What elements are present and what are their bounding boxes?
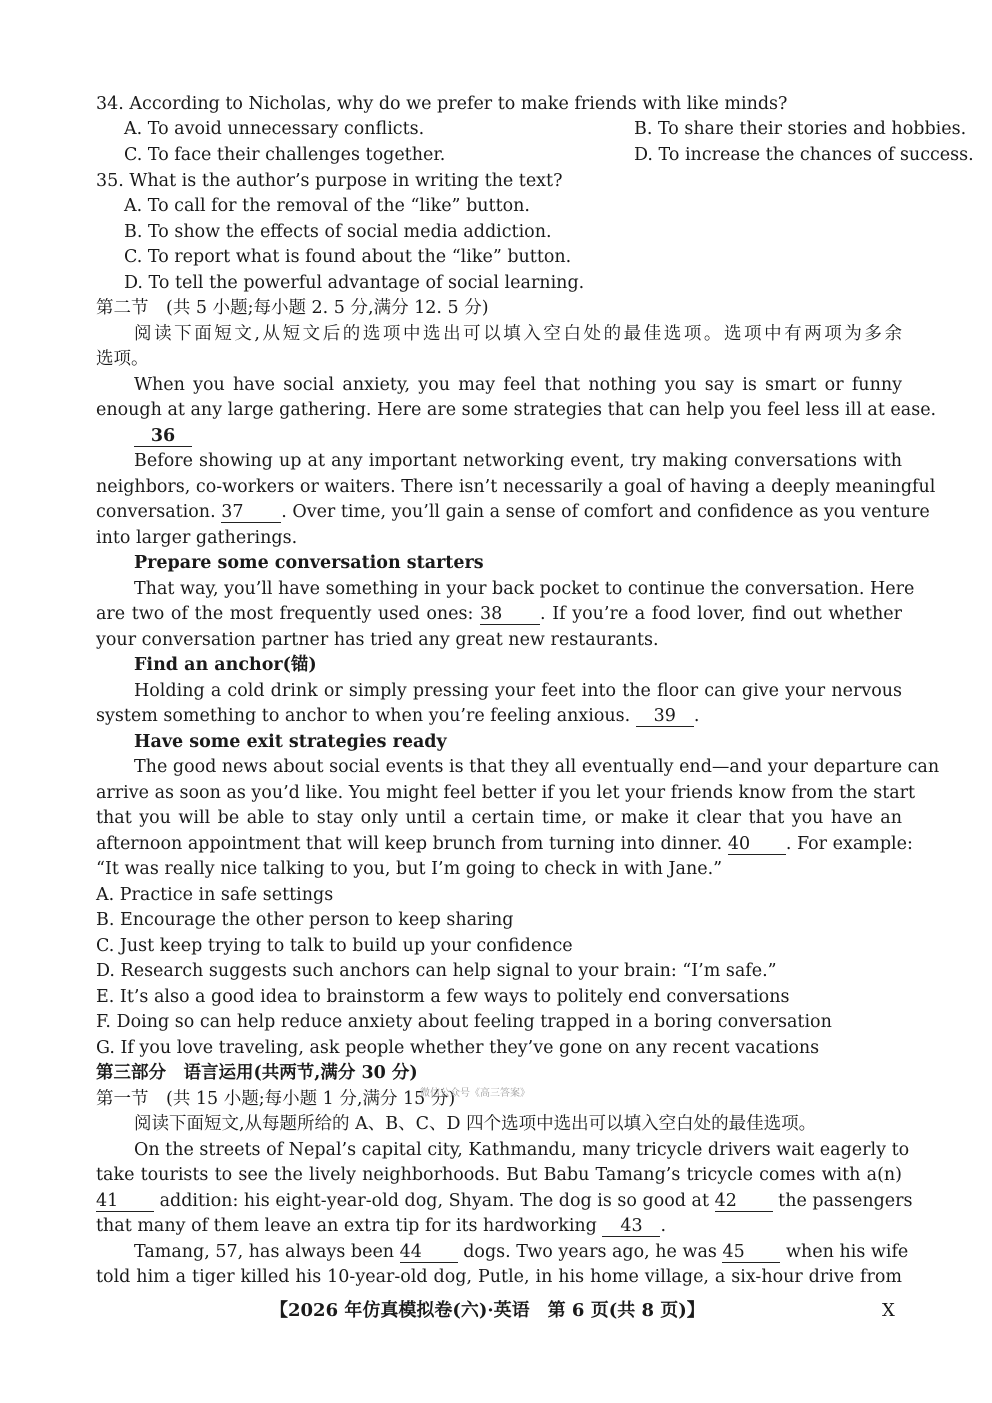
paper-code: X <box>882 1300 895 1321</box>
section2-instruction-line1: 阅读下面短文,从短文后的选项中选出可以填入空白处的最佳选项。选项中有两项为多余 <box>134 324 902 344</box>
para4-line3: that you will be able to stay only until a certain time, or make it clear that you have an <box>96 808 902 828</box>
para4-line1: The good news about social events is that they all eventually end—and your departure can <box>134 757 940 777</box>
q34-option-a: A. To avoid unnecessary conflicts. <box>124 119 425 139</box>
option-a: A. Practice in safe settings <box>96 885 334 905</box>
para3-line2 <box>96 704 902 729</box>
para1-line3-start: conversation. <box>96 502 216 522</box>
part3-section-heading: 第一节 (共 15 小题;每小题 1 分,满分 15 分) <box>96 1089 456 1109</box>
blank-44[interactable]: 44 <box>400 1242 458 1263</box>
watermark: 微信公众号《高三答案》 <box>420 1088 530 1099</box>
cloze-line4-end: . <box>660 1216 667 1236</box>
blank-38[interactable]: 38 <box>480 604 540 625</box>
q35-stem: 35. What is the author’s purpose in writing the text? <box>96 171 563 191</box>
part3-instruction: 阅读下面短文,从每题所给的 A、B、C、D 四个选项中选出可以填入空白处的最佳选项。 <box>134 1114 817 1134</box>
q35-option-a: A. To call for the removal of the “like” button. <box>124 196 530 216</box>
cloze-line6: told him a tiger killed his 10-year-old dog, Putle, in his home village, a six-hour drive from <box>96 1267 902 1287</box>
passage-intro-line1: When you have social anxiety, you may feel that nothing you say is smart or funny <box>134 375 902 395</box>
blank-45[interactable]: 45 <box>722 1242 780 1263</box>
blank-40[interactable]: 40 <box>728 834 786 855</box>
cloze-line2: take tourists to see the lively neighborhoods. But Babu Tamang’s tricycle comes with a(n) <box>96 1165 902 1185</box>
cloze-line5-start: Tamang, 57, has always been <box>134 1242 395 1262</box>
q34-stem: 34. According to Nicholas, why do we prefer to make friends with like minds? <box>96 94 788 114</box>
q35-option-b: B. To show the effects of social media addiction. <box>124 222 552 242</box>
para1-line3-end: . Over time, you’ll gain a sense of comfort and confidence as you venture <box>281 502 930 522</box>
para1-line2: neighbors, co-workers or waiters. There isn’t necessarily a goal of having a deeply meaningful <box>96 477 936 497</box>
para1-line3 <box>96 500 930 525</box>
cloze-line5-end: when his wife <box>786 1242 909 1262</box>
section2-instruction-line2: 选项。 <box>96 349 149 369</box>
para2-line2-start: are two of the most frequently used ones: <box>96 604 474 624</box>
cloze-line1: On the streets of Nepal’s capital city, Kathmandu, many tricycle drivers wait eagerly to <box>134 1140 910 1160</box>
para2-line1: That way, you’ll have something in your back pocket to continue the conversation. Here <box>134 579 915 599</box>
blank-42[interactable]: 42 <box>715 1191 773 1212</box>
blank-36-line <box>134 424 940 449</box>
cloze-line5-middle: dogs. Two years ago, he was <box>463 1242 717 1262</box>
cloze-line3-middle: addition: his eight-year-old dog, Shyam. The dog is so good at <box>159 1191 709 1211</box>
para1-line1: Before showing up at any important networking event, try making conversations with <box>134 451 902 471</box>
passage-intro-line2: enough at any large gathering. Here are some strategies that can help you feel less ill at ease. <box>96 400 937 420</box>
cloze-line4 <box>96 1214 902 1239</box>
para2-line2 <box>96 602 902 627</box>
blank-41[interactable]: 41 <box>96 1191 154 1212</box>
para4-line4 <box>96 832 913 857</box>
para3-line2-start: system something to anchor to when you’re feeling anxious. <box>96 706 631 726</box>
blank-36[interactable]: 36 <box>134 426 192 447</box>
para4-line5: “It was really nice talking to you, but I’m going to check in with Jane.” <box>96 859 723 879</box>
q34-option-d: D. To increase the chances of success. <box>634 145 974 165</box>
option-e: E. It’s also a good idea to brainstorm a few ways to politely end conversations <box>96 987 790 1007</box>
para2-line3: your conversation partner has tried any great new restaurants. <box>96 630 659 650</box>
subheading-conversation-starters: Prepare some conversation starters <box>134 553 484 573</box>
para4-line4-start: afternoon appointment that will keep brunch from turning into dinner. <box>96 834 723 854</box>
cloze-line3-end: the passengers <box>778 1191 913 1211</box>
blank-43[interactable]: 43 <box>602 1216 660 1237</box>
para4-line4-end: . For example: <box>785 834 913 854</box>
q35-option-d: D. To tell the powerful advantage of social learning. <box>124 273 585 293</box>
blank-37[interactable]: 37 <box>221 502 281 523</box>
q34-options-row1 <box>124 117 967 142</box>
cloze-line4-start: that many of them leave an extra tip for its hardworking <box>96 1216 597 1236</box>
subheading-exit-strategies: Have some exit strategies ready <box>134 732 447 752</box>
cloze-line5 <box>134 1240 909 1265</box>
q34-option-c: C. To face their challenges together. <box>124 145 446 165</box>
cloze-line3 <box>96 1189 913 1214</box>
option-d: D. Research suggests such anchors can help signal to your brain: “I’m safe.” <box>96 961 777 981</box>
blank-39[interactable]: 39 <box>636 706 694 727</box>
part3-heading: 第三部分 语言运用(共两节,满分 30 分) <box>96 1063 418 1083</box>
para2-line2-end: . If you’re a food lover, find out whether <box>540 604 902 624</box>
page-footer: 【2026 年仿真模拟卷(六)·英语 第 6 页(共 8 页)】 <box>270 1300 705 1321</box>
option-b: B. Encourage the other person to keep sharing <box>96 910 514 930</box>
option-c: C. Just keep trying to talk to build up your confidence <box>96 936 573 956</box>
option-f: F. Doing so can help reduce anxiety about feeling trapped in a boring conversation <box>96 1012 832 1032</box>
para3-line2-end: . <box>693 706 700 726</box>
para3-line1: Holding a cold drink or simply pressing your feet into the floor can give your nervous <box>134 681 902 701</box>
q35-option-c: C. To report what is found about the “like” button. <box>124 247 572 267</box>
para1-line4: into larger gatherings. <box>96 528 298 548</box>
q34-options-row2 <box>124 143 974 168</box>
subheading-anchor: Find an anchor(锚) <box>134 655 317 675</box>
para4-line2: arrive as soon as you’d like. You might feel better if you let your friends know from the start <box>96 783 916 803</box>
section2-heading: 第二节 (共 5 小题;每小题 2. 5 分,满分 12. 5 分) <box>96 298 489 318</box>
option-g: G. If you love traveling, ask people whether they’ve gone on any recent vacations <box>96 1038 820 1058</box>
q34-option-b: B. To share their stories and hobbies. <box>634 119 967 139</box>
